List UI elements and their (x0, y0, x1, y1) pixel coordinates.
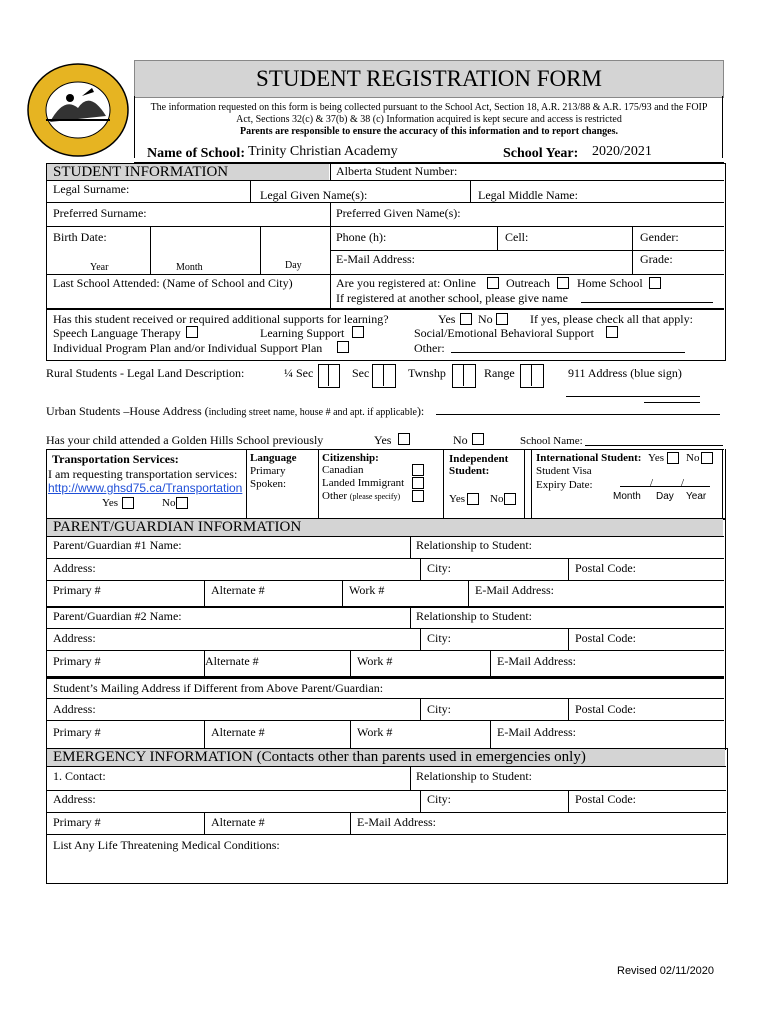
legal-surname-field[interactable]: Legal Surname: (53, 182, 130, 196)
social-emotional-label: Social/Emotional Behavioral Support (414, 326, 594, 340)
other-citizenship-checkbox[interactable] (412, 490, 424, 502)
international-title: International Student: (536, 452, 642, 464)
other-school-name-line[interactable] (581, 302, 713, 303)
range-label: Range (484, 366, 515, 380)
mailing-address-title: Student’s Mailing Address if Different from Above Parent/Guardian: (53, 681, 384, 695)
emergency-relationship-field[interactable]: Relationship to Student: (416, 769, 532, 783)
name-of-school-label: Name of School: (147, 146, 245, 161)
prev-school-name-label: School Name: (520, 435, 583, 447)
speech-therapy-checkbox[interactable] (186, 326, 198, 338)
international-no-checkbox[interactable] (701, 452, 713, 464)
other-citizenship-label: Other (please specify) (322, 490, 401, 502)
name-of-school-value[interactable]: Trinity Christian Academy (248, 144, 398, 159)
guardian2-postal-field[interactable]: Postal Code: (575, 631, 637, 645)
guardian2-city-field[interactable]: City: (427, 631, 452, 645)
international-yes-checkbox[interactable] (667, 452, 679, 464)
mailing-primary-field[interactable]: Primary # (53, 725, 101, 739)
rural-label: Rural Students - Legal Land Description: (46, 366, 245, 380)
expiry-year-caption: Year (686, 491, 707, 502)
address-911-line-1[interactable] (566, 396, 700, 397)
emergency-address-field[interactable]: Address: (53, 792, 96, 806)
revised-date: Revised 02/11/2020 (617, 965, 715, 977)
expiry-day-caption: Day (656, 491, 674, 502)
supports-question: Has this student received or required additional supports for learning? (53, 312, 389, 326)
school-year-value[interactable]: 2020/2021 (592, 144, 652, 159)
guardian1-alternate-field[interactable]: Alternate # (211, 583, 265, 597)
preferred-surname-field[interactable]: Preferred Surname: (53, 206, 147, 220)
info-line-2: Act, Sections 32(c) & 37(b) & 38 (c) Information acquired is kept secure and access is restricted (236, 114, 622, 125)
birth-day-caption: Day (285, 260, 302, 271)
birth-month-caption: Month (176, 262, 203, 273)
twnshp-box[interactable] (452, 364, 476, 388)
independent-no-label: No (490, 493, 504, 505)
learning-support-checkbox[interactable] (352, 326, 364, 338)
urban-label: Urban Students –House Address (including street name, house # and apt. if applicable): (46, 404, 425, 418)
sec-label: Sec (352, 366, 370, 380)
spoken-label: Spoken: (250, 478, 287, 490)
expiry-date-label: Expiry Date: (536, 479, 593, 491)
learning-support-label: Learning Support (260, 326, 345, 340)
canadian-checkbox[interactable] (412, 464, 424, 476)
attended-yes-label: Yes (374, 433, 392, 447)
independent-yes-label: Yes (449, 493, 466, 505)
attended-no-checkbox[interactable] (472, 433, 484, 445)
other-school-name-label: If registered at another school, please give name (336, 291, 568, 305)
international-no-label: No (686, 452, 700, 464)
mailing-address-field[interactable]: Address: (53, 702, 96, 716)
parent-section-title: PARENT/GUARDIAN INFORMATION (53, 519, 302, 535)
transportation-request-label: I am requesting transportation services: (48, 467, 238, 481)
legal-given-name-field[interactable]: Legal Given Name(s): (260, 188, 368, 202)
international-yes-label: Yes (648, 452, 665, 464)
guardian1-postal-field[interactable]: Postal Code: (575, 561, 637, 575)
birth-date-label: Birth Date: (53, 230, 107, 244)
legal-middle-name-field[interactable]: Legal Middle Name: (478, 188, 578, 202)
supports-yes-label: Yes (438, 312, 456, 326)
guardian1-name-field[interactable]: Parent/Guardian #1 Name: (53, 538, 182, 552)
outreach-checkbox[interactable] (557, 277, 569, 289)
info-line-1: The information requested on this form is being collected pursuant to the School Act, Section 18, A.R. 213/88 & A.R. 175/93 and the FOIP (150, 102, 708, 113)
supports-no-checkbox[interactable] (496, 313, 508, 325)
supports-other-label: Other: (414, 341, 445, 355)
guardian2-name-field[interactable]: Parent/Guardian #2 Name: (53, 609, 182, 623)
online-checkbox[interactable] (487, 277, 499, 289)
home-school-label: Home School (577, 276, 643, 290)
expiry-date-line[interactable] (620, 486, 710, 487)
mailing-postal-field[interactable]: Postal Code: (575, 702, 637, 716)
school-year-label: School Year: (503, 146, 579, 161)
language-title: Language (250, 452, 297, 464)
guardian1-primary-field[interactable]: Primary # (53, 583, 101, 597)
supports-yes-checkbox[interactable] (460, 313, 472, 325)
mailing-work-field[interactable]: Work # (357, 725, 393, 739)
social-emotional-checkbox[interactable] (606, 326, 618, 338)
primary-language-label: Primary (250, 465, 286, 477)
grade-field[interactable]: Grade: (640, 252, 673, 266)
supports-other-line[interactable] (451, 352, 685, 353)
guardian2-work-field[interactable]: Work # (357, 654, 393, 668)
form-title: STUDENT REGISTRATION FORM (256, 66, 602, 91)
ipp-checkbox[interactable] (337, 341, 349, 353)
range-box[interactable] (520, 364, 544, 388)
guardian1-city-field[interactable]: City: (427, 561, 452, 575)
sec-box[interactable] (372, 364, 396, 388)
attended-no-label: No (453, 433, 468, 447)
info-line-3: Parents are responsible to ensure the accuracy of this information and to report changes. (240, 126, 618, 137)
supports-no-label: No (478, 312, 493, 326)
transport-no-checkbox[interactable] (176, 497, 188, 509)
transportation-title: Transportation Services: (52, 452, 179, 466)
guardian2-address-field[interactable]: Address: (53, 631, 96, 645)
mailing-email-field[interactable]: E-Mail Address: (497, 725, 576, 739)
expiry-month-caption: Month (613, 491, 641, 502)
mailing-alternate-field[interactable]: Alternate # (211, 725, 265, 739)
mailing-city-field[interactable]: City: (427, 702, 452, 716)
home-school-checkbox[interactable] (649, 277, 661, 289)
school-logo (24, 60, 132, 160)
guardian2-alternate-field[interactable]: Alternate # (205, 654, 259, 668)
attended-yes-checkbox[interactable] (398, 433, 410, 445)
canadian-label: Canadian (322, 464, 364, 476)
address-911-label: 911 Address (blue sign) (568, 366, 682, 380)
emergency-email-field[interactable]: E-Mail Address: (357, 815, 436, 829)
outreach-label: Outreach (506, 276, 550, 290)
attended-question: Has your child attended a Golden Hills School previously (46, 433, 324, 447)
emergency-primary-field[interactable]: Primary # (53, 815, 101, 829)
independent-title-1: Independent (449, 453, 509, 465)
urban-address-line[interactable] (436, 414, 720, 415)
quarter-sec-box[interactable] (318, 364, 340, 388)
twnshp-label: Twnshp (408, 366, 446, 380)
registered-at-label: Are you registered at: Online (336, 276, 476, 290)
emergency-postal-field[interactable]: Postal Code: (575, 792, 637, 806)
landed-immigrant-label: Landed Immigrant (322, 477, 405, 489)
gender-field[interactable]: Gender: (640, 230, 679, 244)
if-yes-note: If yes, please check all that apply: (530, 312, 693, 326)
emergency-alternate-field[interactable]: Alternate # (211, 815, 265, 829)
emergency-section-title: EMERGENCY INFORMATION (Contacts other than parents used in emergencies only) (53, 749, 586, 765)
guardian2-email-field[interactable]: E-Mail Address: (497, 654, 576, 668)
transport-no-label: No (162, 497, 176, 509)
expiry-slash-2: / (681, 477, 685, 489)
emergency-city-field[interactable]: City: (427, 792, 452, 806)
independent-yes-checkbox[interactable] (467, 493, 479, 505)
alberta-student-number-field[interactable]: Alberta Student Number: (336, 164, 458, 178)
student-email-field[interactable]: E-Mail Address: (336, 252, 415, 266)
cell-field[interactable]: Cell: (505, 230, 529, 244)
student-visa-label: Student Visa (536, 465, 592, 477)
citizenship-title: Citizenship: (322, 452, 379, 464)
guardian1-relationship-field[interactable]: Relationship to Student: (416, 538, 532, 552)
preferred-given-name-field[interactable]: Preferred Given Name(s): (336, 206, 461, 220)
transport-yes-checkbox[interactable] (122, 497, 134, 509)
golden-hills-logo-icon (24, 60, 132, 160)
guardian2-relationship-field[interactable]: Relationship to Student: (416, 609, 532, 623)
phone-home-field[interactable]: Phone (h): (336, 230, 387, 244)
prev-school-name-line[interactable] (585, 445, 723, 446)
ipp-label: Individual Program Plan and/or Individual Support Plan (53, 341, 323, 355)
birth-year-caption: Year (90, 262, 109, 273)
landed-immigrant-checkbox[interactable] (412, 477, 424, 489)
expiry-slash-1: / (650, 477, 654, 489)
guardian1-email-field[interactable]: E-Mail Address: (475, 583, 554, 597)
transport-yes-label: Yes (102, 497, 119, 509)
guardian1-work-field[interactable]: Work # (349, 583, 385, 597)
quarter-sec-label: ¼ Sec (284, 366, 314, 380)
guardian2-primary-field[interactable]: Primary # (53, 654, 101, 668)
guardian1-address-field[interactable]: Address: (53, 561, 96, 575)
student-info-title: STUDENT INFORMATION (53, 164, 229, 180)
emergency-contact-field[interactable]: 1. Contact: (53, 769, 106, 783)
independent-no-checkbox[interactable] (504, 493, 516, 505)
medical-conditions-field[interactable]: List Any Life Threatening Medical Conditions: (53, 838, 280, 852)
last-school-field[interactable]: Last School Attended: (Name of School and City) (53, 276, 293, 290)
address-911-line-2[interactable] (644, 402, 700, 403)
speech-therapy-label: Speech Language Therapy (53, 326, 181, 340)
independent-title-2: Student: (449, 465, 490, 477)
transportation-link[interactable]: http://www.ghsd75.ca/Transportation (48, 481, 243, 495)
